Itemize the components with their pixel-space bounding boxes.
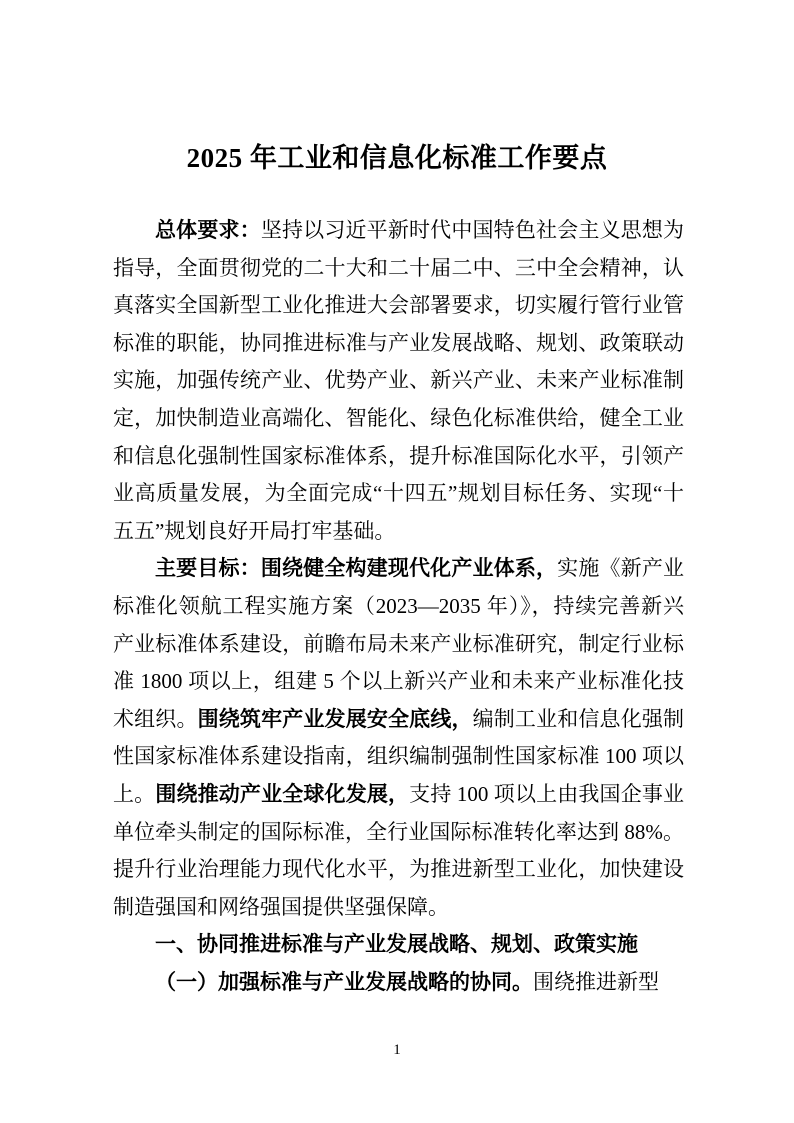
main-goals-text-1: 实施《新产业标准化领航工程实施方案（2023—2035 年）》，持续完善新兴产业标准体系建设，前瞻布局未来产业标准研究，制定行业标准 1800 项以上，组建 5 个以上新兴产业和未来产业标准化技术组织。 bbox=[113, 556, 685, 731]
page-number: 1 bbox=[393, 1042, 401, 1058]
overall-requirements-label: 总体要求： bbox=[155, 218, 261, 242]
section-1-1-label: （一）加强标准与产业发展战略的协同。 bbox=[155, 969, 533, 994]
document-body bbox=[113, 212, 684, 1001]
paragraph-main-goals bbox=[113, 550, 684, 926]
section-1-1-text: 围绕推进新型 bbox=[533, 969, 659, 994]
section-heading-1: 一、协同推进标准与产业发展战略、规划、政策实施 bbox=[155, 933, 638, 957]
main-goals-emphasis-security: 围绕筑牢产业发展安全底线， bbox=[197, 706, 473, 731]
main-goals-emphasis-global: 围绕推动产业全球化发展， bbox=[155, 781, 410, 806]
main-goals-text-2: 编制工业和信息化强制性国家标准体系建设指南，组织编制强制性国家标准 100 项以上。 bbox=[113, 706, 685, 806]
paragraph-section-1-1 bbox=[113, 964, 684, 1002]
overall-requirements-text: 坚持以习近平新时代中国特色社会主义思想为指导，全面贯彻党的二十大和二十届二中、三中全会精神，认真落实全国新型工业化推进大会部署要求，切实履行管行业管标准的职能，协同推进标准与产业发展战略、规划、政策联动实施，加强传统产业、优势产业、新兴产业、未来产业标准制定，加快制造业高端化、智能化、绿色化标准供给，健全工业和信息化强制性国家标准体系，提升标准国际化水平，引领产业高质量发展，为全面完成“十四五”规划目标任务、实现“十五五”规划良好开局打牢基础。 bbox=[113, 218, 685, 543]
document-title: 2025 年工业和信息化标准工作要点 bbox=[186, 143, 608, 173]
paragraph-overall-requirements bbox=[113, 212, 684, 550]
main-goals-text-3: 支持 100 项以上由我国企事业单位牵头制定的国际标准，全行业国际标准转化率达到 88%。提升行业治理能力现代化水平，为推进新型工业化，加快建设制造强国和网络强国提供坚强保障。 bbox=[113, 781, 685, 919]
main-goals-label: 主要目标：围绕健全构建现代化产业体系， bbox=[155, 556, 558, 581]
